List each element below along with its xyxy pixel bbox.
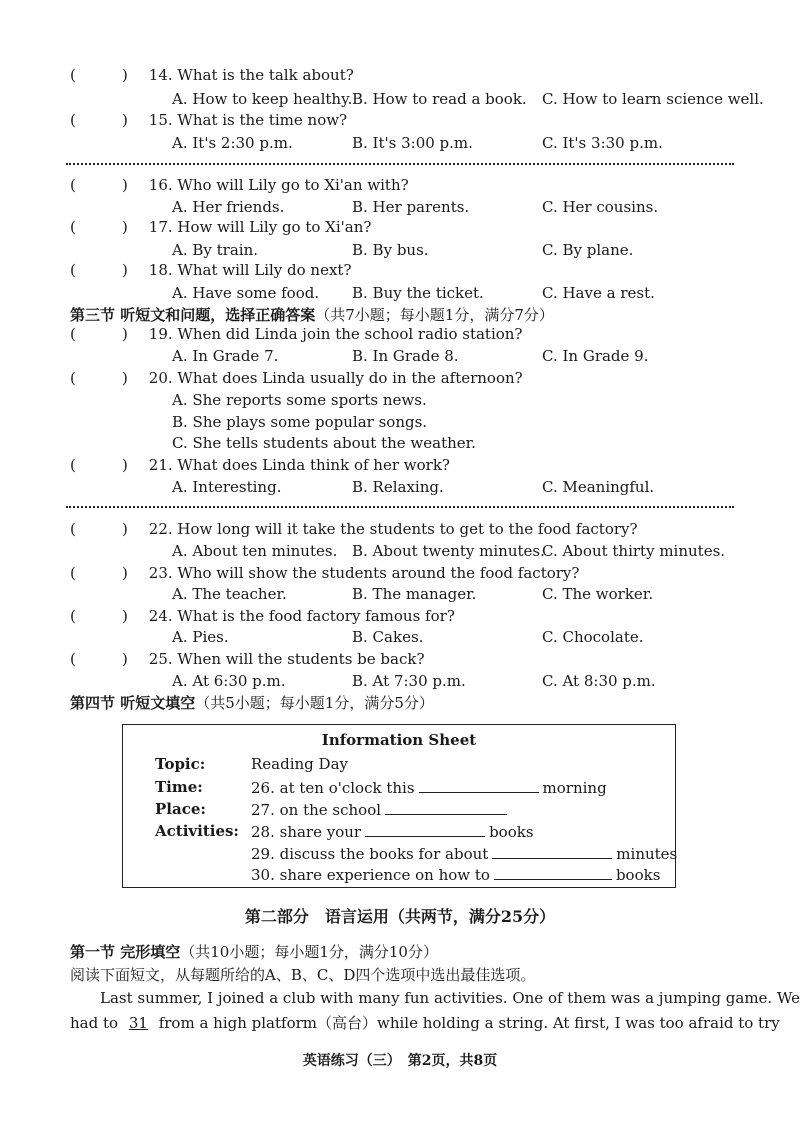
option-a: A. Pies. (172, 628, 229, 646)
option-a: A. It's 2:30 p.m. (172, 134, 293, 152)
answer-bracket[interactable]: ( ) (70, 456, 128, 474)
question-text: What does Linda usually do in the afternoon? (177, 369, 523, 387)
cloze-heading: 第一节 完形填空 (70, 943, 181, 961)
row-30-text: 30. share experience on how to (251, 866, 490, 884)
question-number: 18 (148, 261, 168, 279)
answer-bracket[interactable]: ( ) (70, 369, 128, 387)
option-a: A. She reports some sports news. (172, 391, 427, 409)
question-number: 16 (148, 176, 168, 194)
passage-text: from a high platform（高台）while holding a string. At first, I was too afraid to try (158, 1014, 780, 1032)
section-4-title (70, 692, 434, 713)
section-3-scoring: （共7小题；每小题1分，满分7分） (315, 306, 554, 324)
cloze-scoring: （共10小题；每小题1分，满分10分） (180, 943, 438, 961)
question-text: What is the time now? (177, 111, 348, 129)
option-b: B. About twenty minutes. (352, 542, 545, 560)
option-c: C. Have a rest. (542, 284, 655, 302)
page-footer: 英语练习（三） 第2页，共8页 (302, 1053, 498, 1069)
option-a: A. The teacher. (172, 585, 287, 603)
question-number: 21 (148, 456, 168, 474)
answer-bracket[interactable]: ( ) (70, 66, 128, 84)
question-text: How will Lily go to Xi'an? (177, 218, 372, 236)
fill-row-26 (251, 778, 607, 797)
question-text: What is the talk about? (177, 66, 354, 84)
section-4-scoring: （共5小题；每小题1分，满分5分） (195, 694, 434, 712)
answer-bracket[interactable]: ( ) (70, 325, 128, 343)
option-a: A. About ten minutes. (172, 542, 338, 560)
question-15: ( ) 15. What is the time now? (70, 111, 348, 129)
passage-line-1: Last summer, I joined a club with many fun activities. One of them was a jumping game. We (100, 989, 800, 1007)
question-number: 17 (148, 218, 168, 236)
information-sheet (122, 724, 676, 888)
option-c: C. Meaningful. (542, 478, 655, 496)
topic-label: Topic: (155, 755, 206, 773)
row-26-suffix: morning (542, 779, 607, 797)
question-number: 14 (148, 66, 168, 84)
question-number: 19 (148, 325, 168, 343)
topic-value: Reading Day (251, 755, 348, 773)
option-c: C. At 8:30 p.m. (542, 672, 656, 690)
question-22: ( ) 22. How long will it take the students to get to the food factory? (70, 520, 638, 538)
part-2-title: 第二部分 语言运用（共两节，满分25分） (244, 907, 556, 926)
passage-line-2 (70, 1012, 780, 1033)
option-b: B. Buy the ticket. (352, 284, 484, 302)
question-24: ( ) 24. What is the food factory famous for? (70, 607, 455, 625)
part-2-section-1-title (70, 941, 438, 962)
passage-text: had to (70, 1014, 119, 1032)
question-number: 15 (148, 111, 168, 129)
question-number: 20 (148, 369, 168, 387)
question-23: ( ) 23. Who will show the students around the food factory? (70, 564, 580, 582)
blank-28[interactable] (365, 822, 485, 837)
blank-26[interactable] (419, 778, 539, 793)
row-27-text: 27. on the school (251, 801, 382, 819)
fill-row-29 (251, 844, 677, 863)
question-text: Who will show the students around the food factory? (177, 564, 580, 582)
option-a: A. Her friends. (172, 198, 285, 216)
row-30-suffix: books (615, 866, 661, 884)
fill-row-27 (251, 800, 511, 819)
section-3-title (70, 304, 554, 325)
option-b: B. By bus. (352, 241, 429, 259)
answer-bracket[interactable]: ( ) (70, 607, 128, 625)
option-a: A. In Grade 7. (172, 347, 279, 365)
row-29-text: 29. discuss the books for about (251, 845, 489, 863)
question-text: Who will Lily go to Xi'an with? (177, 176, 409, 194)
question-text: How long will it take the students to get to the food factory? (177, 520, 638, 538)
activities-label: Activities: (155, 822, 239, 840)
question-text: What will Lily do next? (177, 261, 352, 279)
information-sheet-title: Information Sheet (321, 731, 477, 749)
option-b: B. She plays some popular songs. (172, 413, 428, 431)
question-number: 23 (148, 564, 168, 582)
answer-bracket[interactable]: ( ) (70, 261, 128, 279)
answer-bracket[interactable]: ( ) (70, 650, 128, 668)
option-b: B. The manager. (352, 585, 477, 603)
fill-row-28 (251, 822, 534, 841)
question-19: ( ) 19. When did Linda join the school radio station? (70, 325, 523, 343)
option-c: C. It's 3:30 p.m. (542, 134, 663, 152)
option-b: B. Her parents. (352, 198, 470, 216)
option-c: C. In Grade 9. (542, 347, 649, 365)
option-b: B. Relaxing. (352, 478, 444, 496)
fill-row-30 (251, 865, 660, 884)
option-c: C. About thirty minutes. (542, 542, 726, 560)
row-28-suffix: books (489, 823, 534, 841)
option-a: A. Interesting. (172, 478, 282, 496)
option-c: C. Her cousins. (542, 198, 659, 216)
question-18: ( ) 18. What will Lily do next? (70, 261, 352, 279)
option-c: C. How to learn science well. (542, 90, 764, 108)
cloze-instruction: 阅读下面短文，从每题所给的A、B、C、D四个选项中选出最佳选项。 (70, 966, 536, 984)
option-c: C. Chocolate. (542, 628, 644, 646)
answer-bracket[interactable]: ( ) (70, 176, 128, 194)
option-b: B. At 7:30 p.m. (352, 672, 466, 690)
question-number: 24 (148, 607, 168, 625)
section-4-heading: 第四节 听短文填空 (70, 694, 196, 712)
place-label: Place: (155, 800, 206, 818)
option-c: C. She tells students about the weather. (172, 434, 476, 452)
blank-31[interactable]: 31 (128, 1014, 148, 1032)
question-text: What is the food factory famous for? (177, 607, 455, 625)
option-a: A. How to keep healthy. (172, 90, 353, 108)
option-b: B. Cakes. (352, 628, 424, 646)
question-text: When will the students be back? (177, 650, 425, 668)
answer-bracket[interactable]: ( ) (70, 111, 128, 129)
option-b: B. In Grade 8. (352, 347, 459, 365)
option-a: A. Have some food. (172, 284, 320, 302)
question-20: ( ) 20. What does Linda usually do in the afternoon? (70, 369, 523, 387)
question-14: ( ) 14. What is the talk about? (70, 66, 354, 84)
row-29-suffix: minutes (616, 845, 678, 863)
question-17: ( ) 17. How will Lily go to Xi'an? (70, 218, 372, 236)
option-a: A. By train. (172, 241, 259, 259)
blank-27[interactable] (385, 800, 507, 815)
option-a: A. At 6:30 p.m. (172, 672, 286, 690)
dotted-divider (66, 163, 734, 165)
question-16: ( ) 16. Who will Lily go to Xi'an with? (70, 176, 409, 194)
question-text: What does Linda think of her work? (177, 456, 450, 474)
blank-29[interactable] (492, 844, 612, 859)
row-26-text: 26. at ten o'clock this (251, 779, 415, 797)
question-21: ( ) 21. What does Linda think of her work? (70, 456, 450, 474)
question-25: ( ) 25. When will the students be back? (70, 650, 425, 668)
section-3-heading: 第三节 听短文和问题，选择正确答案 (70, 306, 316, 324)
row-28-text: 28. share your (251, 823, 362, 841)
option-c: C. By plane. (542, 241, 634, 259)
option-b: B. It's 3:00 p.m. (352, 134, 473, 152)
option-b: B. How to read a book. (352, 90, 527, 108)
question-text: When did Linda join the school radio station? (177, 325, 523, 343)
blank-30[interactable] (494, 865, 612, 880)
dotted-divider (66, 506, 734, 508)
question-number: 25 (148, 650, 168, 668)
time-label: Time: (155, 778, 203, 796)
option-c: C. The worker. (542, 585, 654, 603)
answer-bracket[interactable]: ( ) (70, 564, 128, 582)
question-number: 22 (148, 520, 168, 538)
answer-bracket[interactable]: ( ) (70, 520, 128, 538)
answer-bracket[interactable]: ( ) (70, 218, 128, 236)
